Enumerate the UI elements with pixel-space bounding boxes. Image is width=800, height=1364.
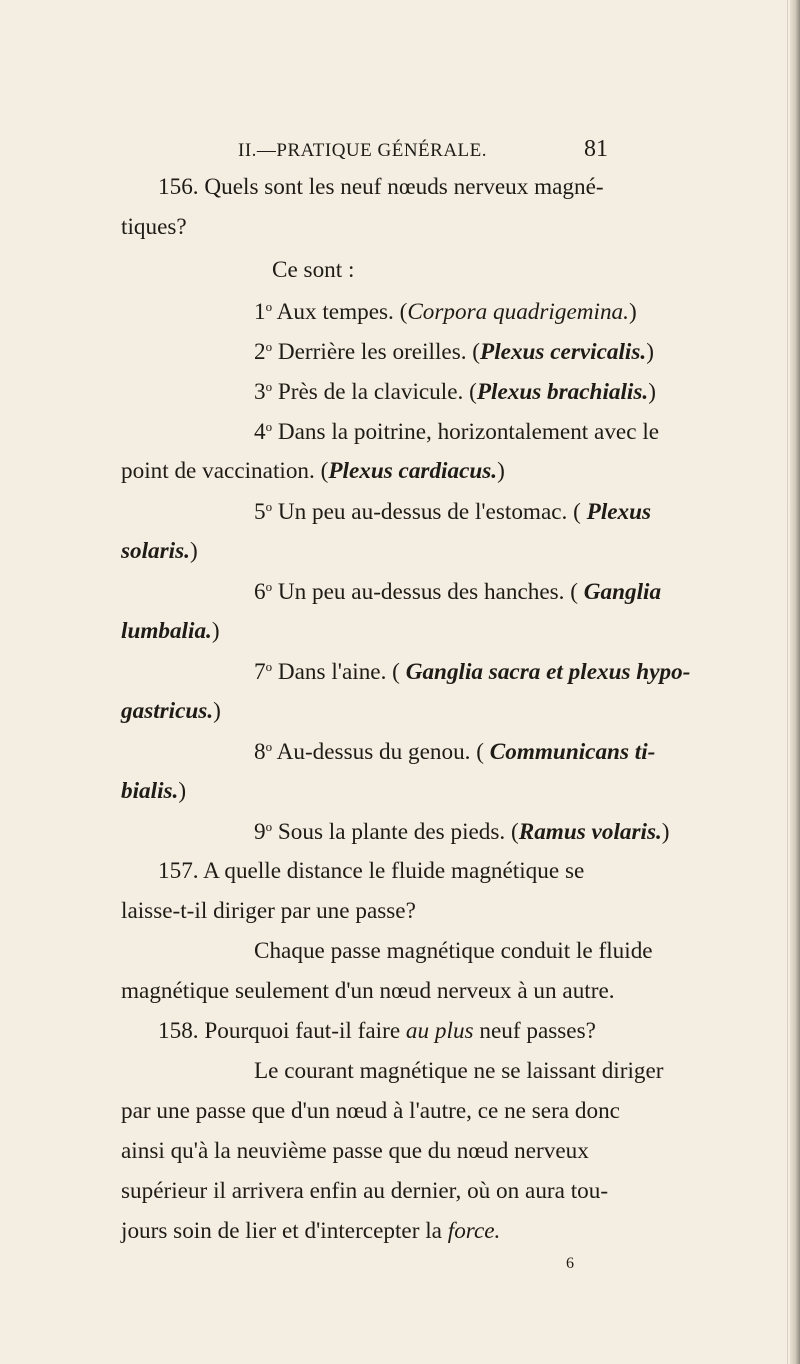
question-text: tiques? — [121, 214, 187, 240]
item-latin: gastricus. — [121, 698, 214, 724]
list-item-continuation — [121, 460, 505, 483]
item-degree: o — [265, 299, 273, 314]
item-latin: Ganglia sacra et plexus hypo- — [405, 659, 691, 685]
list-item — [254, 500, 651, 524]
item-degree: o — [265, 739, 273, 754]
item-latin: lumbalia. — [121, 618, 212, 644]
question-158-line-1 — [158, 1020, 596, 1043]
item-latin: Communicans ti- — [489, 739, 656, 765]
question-number: 157 — [158, 858, 193, 884]
item-degree: o — [265, 819, 273, 834]
answer-text: Chaque passe magnétique conduit le fluide — [254, 938, 653, 964]
item-close: ) — [189, 538, 198, 564]
signature-mark: 6 — [566, 1255, 574, 1272]
question-number: 156 — [158, 174, 193, 200]
item-latin: Plexus brachialis. — [476, 379, 649, 405]
item-number: 8 — [254, 739, 266, 765]
answer-157-line-2 — [121, 980, 615, 1003]
item-text: Un peu au-dessus de l'estomac. ( — [272, 499, 587, 525]
item-close: ) — [661, 819, 670, 845]
item-latin: Ramus volaris. — [518, 819, 662, 845]
item-number: 4 — [254, 419, 266, 445]
item-number: 3 — [254, 379, 266, 405]
item-latin: Ganglia — [583, 579, 662, 605]
answer-158-line-1 — [254, 1060, 664, 1083]
question-number: 158 — [158, 1018, 193, 1044]
answer-emphasis: force. — [447, 1218, 501, 1244]
question-text: . A quelle distance le fluide magnétique se — [192, 858, 585, 884]
item-close: ) — [497, 458, 505, 484]
page-number: 81 — [584, 136, 608, 162]
item-number: 9 — [254, 819, 266, 845]
item-close: ) — [178, 778, 187, 804]
list-item-continuation — [121, 620, 220, 643]
list-item-continuation — [121, 540, 198, 563]
item-degree: o — [265, 499, 273, 514]
item-degree: o — [265, 659, 273, 674]
item-text: Derrière les oreilles. ( — [272, 339, 481, 365]
item-latin: Plexus — [586, 499, 652, 525]
answer-text: supérieur il arrivera enfin au dernier, où on aura tou- — [121, 1178, 609, 1204]
item-text: Un peu au-dessus des hanches. ( — [272, 579, 584, 605]
answer-158-line-3 — [121, 1140, 589, 1163]
question-157-line-2 — [121, 900, 416, 923]
answer-text: par une passe que d'un nœud à l'autre, ce ne sera donc — [121, 1098, 620, 1124]
item-text: Au-dessus du genou. ( — [272, 739, 490, 765]
list-item — [254, 380, 656, 404]
answer-text: Ce sont : — [272, 257, 355, 283]
answer-intro — [272, 259, 354, 282]
list-item — [254, 820, 670, 844]
question-text: laisse-t-il diriger par une passe? — [121, 898, 416, 924]
answer-158-line-4 — [121, 1180, 608, 1203]
answer-158-line-2 — [121, 1100, 620, 1123]
item-number: 6 — [254, 579, 266, 605]
item-close: ) — [213, 698, 221, 724]
item-text: Dans l'aine. ( — [272, 659, 406, 685]
list-item-continuation — [121, 780, 186, 803]
item-close: ) — [211, 618, 220, 644]
answer-text: magnétique seulement d'un nœud nerveux à un autre. — [121, 978, 615, 1004]
answer-158-line-5 — [121, 1220, 500, 1243]
question-text: neuf passes? — [473, 1018, 596, 1044]
item-close: ) — [628, 299, 637, 325]
answer-157-line-1 — [254, 940, 653, 963]
question-text: . Pourquoi faut-il faire — [192, 1018, 406, 1044]
item-close: ) — [646, 339, 654, 365]
answer-text: jours soin de lier et d'intercepter la — [121, 1218, 448, 1244]
item-number: 7 — [254, 659, 266, 685]
question-text: . Quels sont les neuf nœuds nerveux magné- — [192, 174, 604, 200]
answer-text: ainsi qu'à la neuvième passe que du nœud nerveux — [121, 1138, 589, 1164]
question-157-line-1 — [158, 860, 584, 883]
item-latin: solaris. — [121, 538, 190, 564]
item-text: Aux tempes. ( — [272, 299, 408, 325]
item-degree: o — [265, 339, 273, 354]
item-degree: o — [265, 419, 273, 434]
item-latin: Plexus cardiacus. — [328, 458, 498, 484]
list-item — [254, 420, 659, 444]
question-156-line-1 — [158, 176, 604, 199]
list-item — [254, 660, 690, 684]
question-156-line-2 — [121, 216, 187, 239]
item-text: Dans la poitrine, horizontalement avec le — [272, 419, 660, 445]
item-number: 5 — [254, 499, 266, 525]
item-degree: o — [265, 579, 273, 594]
item-text: Près de la clavicule. ( — [272, 379, 477, 405]
question-emphasis: au plus — [405, 1018, 474, 1044]
running-head: II.—PRATIQUE GÉNÉRALE. — [238, 140, 488, 161]
item-close: ) — [648, 379, 656, 405]
answer-text: Le courant magnétique ne se laissant diriger — [254, 1058, 664, 1084]
item-text: Sous la plante des pieds. ( — [272, 819, 519, 845]
item-number: 1 — [254, 299, 266, 325]
list-item-continuation — [121, 700, 221, 723]
item-number: 2 — [254, 339, 266, 365]
list-item — [254, 580, 661, 604]
item-latin: bialis. — [121, 778, 179, 804]
item-text: point de vaccination. ( — [121, 458, 329, 484]
item-latin: Corpora quadrigemina. — [407, 299, 629, 325]
list-item — [254, 740, 655, 764]
item-degree: o — [265, 379, 273, 394]
list-item — [254, 300, 637, 324]
item-latin: Plexus cervicalis. — [480, 339, 647, 365]
list-item — [254, 340, 654, 364]
